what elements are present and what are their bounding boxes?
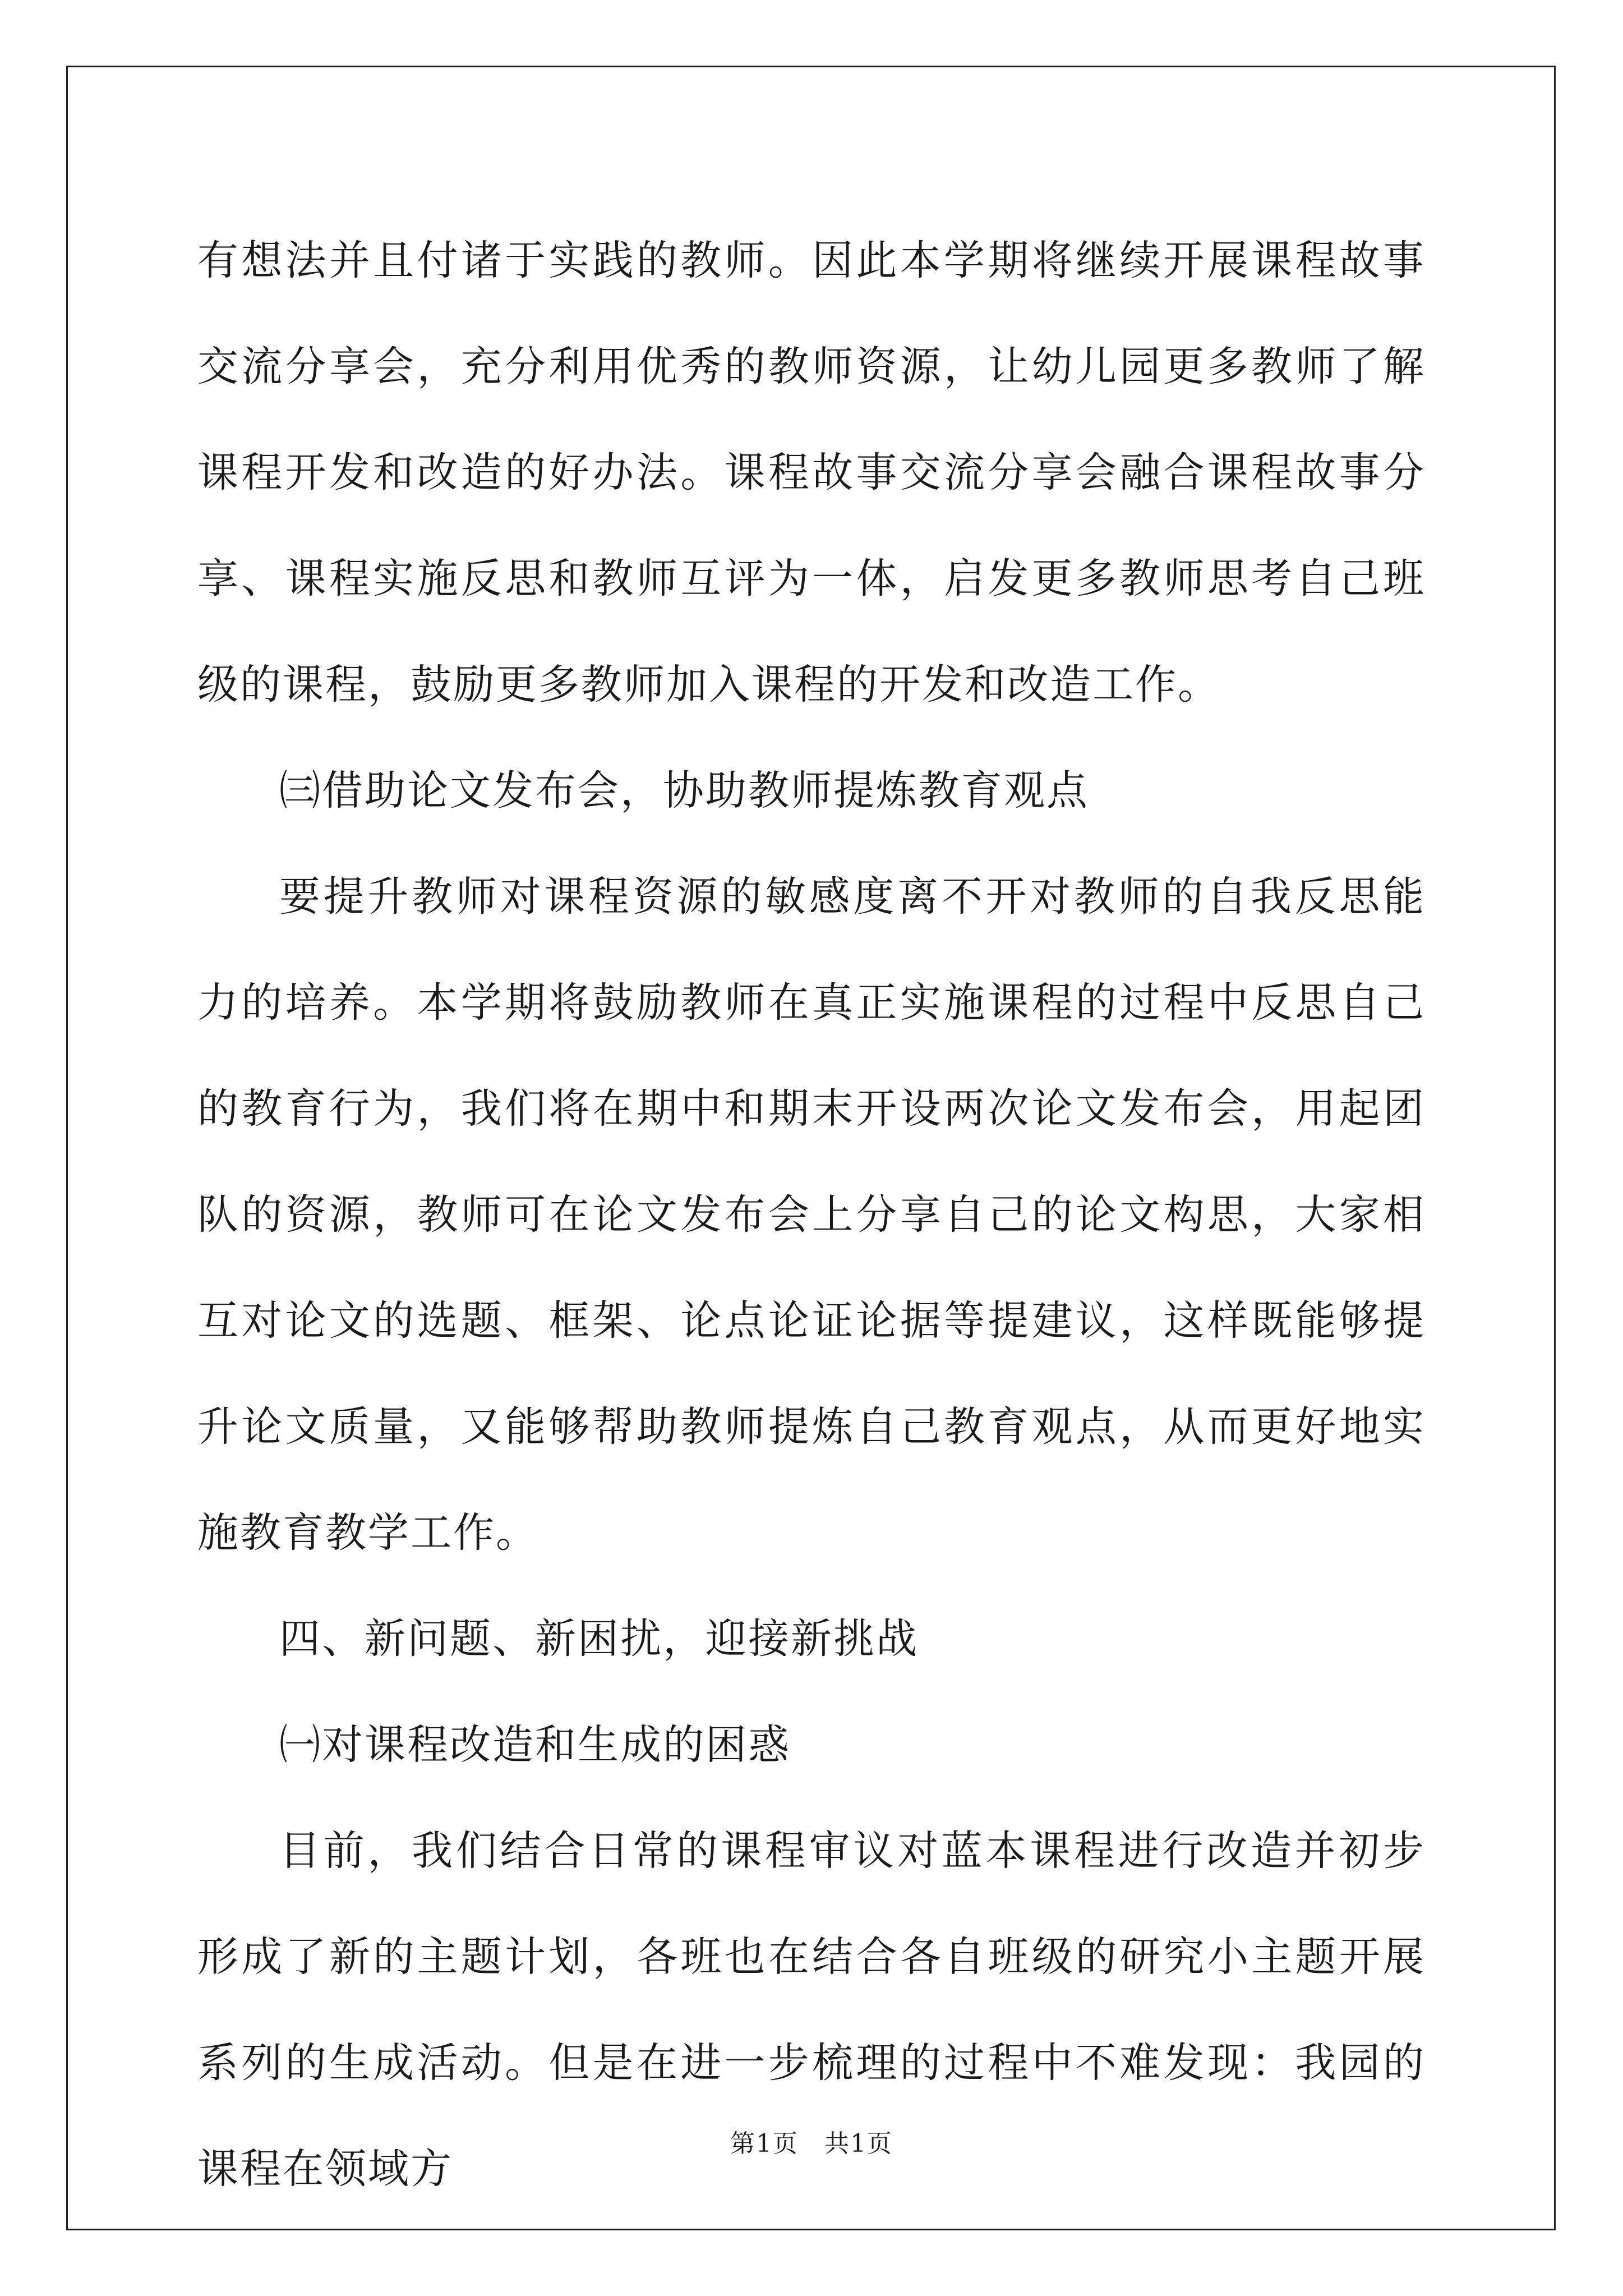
subheading-paper-release: ㈢借助论文发布会，协助教师提炼教育观点 <box>279 767 1089 815</box>
document-body <box>197 208 1426 2222</box>
paragraph-reflection: 要提升教师对课程资源的敏感度离不开对教师的自我反思能力的培养。本学期将鼓励教师在真正实施课程的过程中反思自己的教育行为，我们将在期中和期末开设两次论文发布会，用起团队的资源，教师可在论文发布会上分享自己的论文构思，大家相互对论文的选题、框架、论点论证论据等提建议，这样既能够提升论文质量，又能够帮助教师提炼自己教育观点，从而更好地实施教育教学工作。 <box>197 873 1426 1557</box>
paragraph-current-status: 目前，我们结合日常的课程审议对蓝本课程进行改造并初步形成了新的主题计划，各班也在结合各自班级的研究小主题开展系列的生成活动。但是在进一步梳理的过程中不难发现：我园的课程在领域方 <box>197 1827 1426 2193</box>
paragraph-continued: 有想法并且付诸于实践的教师。因此本学期将继续开展课程故事交流分享会，充分利用优秀的教师资源，让幼儿园更多教师了解课程开发和改造的好办法。课程故事交流分享会融合课程故事分享、课程实施反思和教师互评为一体，启发更多教师思考自己班级的课程，鼓励更多教师加入课程的开发和改造工作。 <box>197 237 1426 708</box>
section-heading-new-challenges: 四、新问题、新困扰，迎接新挑战 <box>279 1615 919 1663</box>
subheading-curriculum-confusion: ㈠对课程改造和生成的困惑 <box>279 1721 791 1769</box>
page-footer: 第1页 共1页 <box>730 2129 893 2158</box>
